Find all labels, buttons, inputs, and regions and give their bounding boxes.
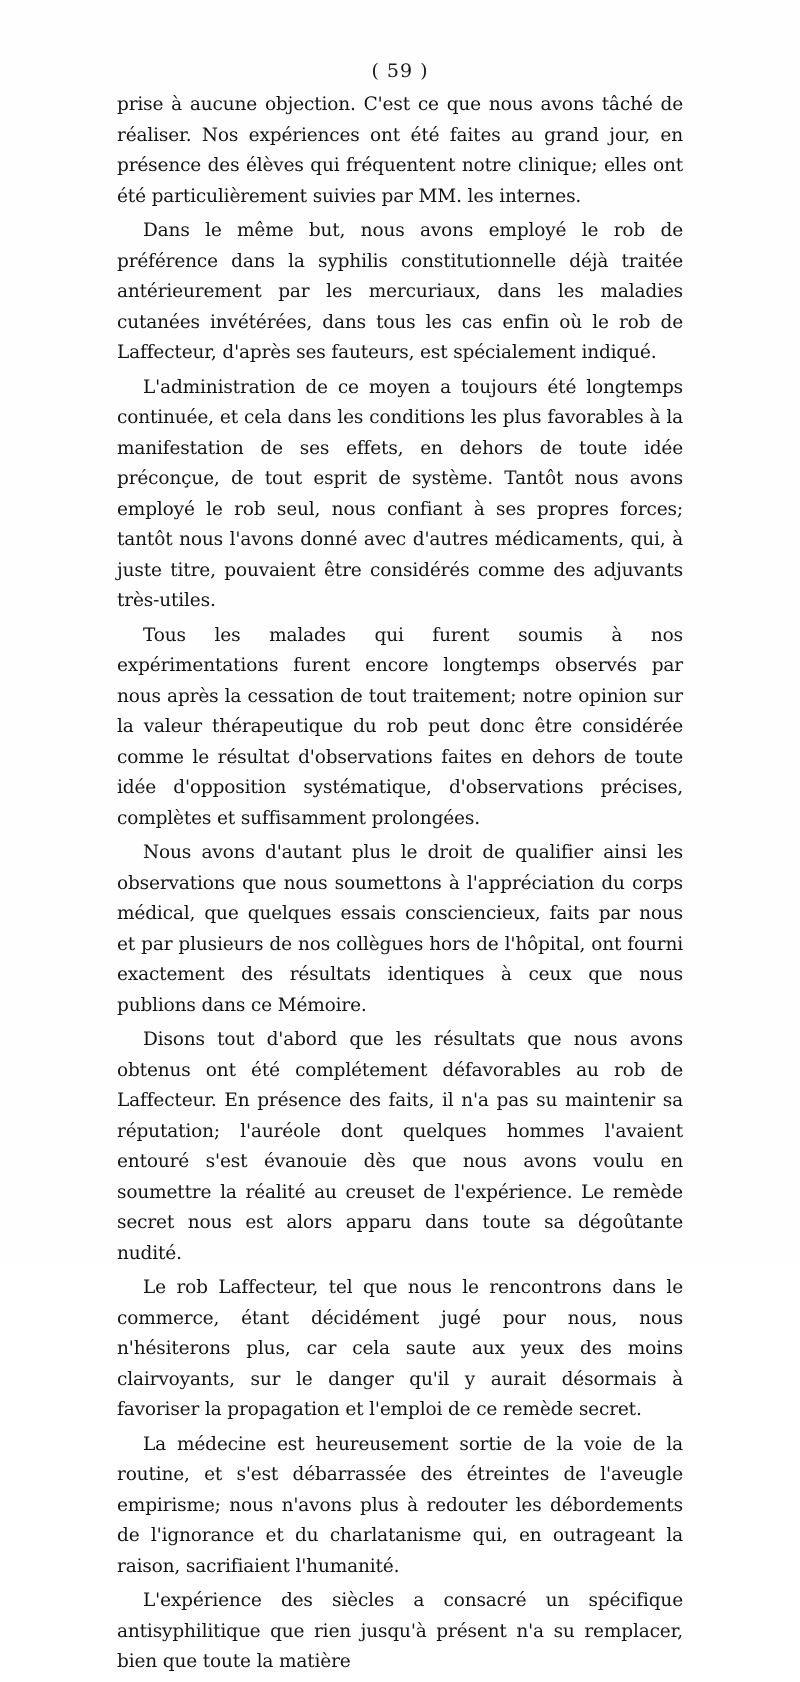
page-number: ( 59 ) [371, 60, 429, 82]
paragraph-1: prise à aucune objection. C'est ce que nous avons tâché de réaliser. Nos expériences ont été faites au grand jour, en présence des élèves qui fréquentent notre clinique; elles ont été particulièrement suivies par MM. les internes. [117, 94, 683, 207]
body-text [117, 90, 683, 1682]
paragraph-2: Dans le même but, nous avons employé le rob de préférence dans la syphilis constitutionnelle déjà traitée antérieurement par les mercuriaux, dans les maladies cutanées invétérées, dans tous les cas enfin où le rob de Laffecteur, d'après ses fauteurs, est spécialement indiqué. [117, 220, 683, 363]
paragraph-8: La médecine est heureusement sortie de la voie de la routine, et s'est débarrassée des étreintes de l'aveugle empirisme; nous n'avons plus à redouter les débordements de l'ignorance et du charlatanisme qui, en outrageant la raison, sacrifiaient l'humanité. [117, 1433, 683, 1577]
paragraph-9: L'expérience des siècles a consacré un spécifique antisyphilitique que rien jusqu'à présent n'a su remplacer, bien que toute la matière [117, 1590, 683, 1672]
paragraph-7: Le rob Laffecteur, tel que nous le rencontrons dans le commerce, étant décidément jugé pour nous, nous n'hésiterons plus, car cela saute aux yeux des moins clairvoyants, sur le danger qu'il y aurait désormais à favoriser la propagation et l'emploi de ce remède secret. [117, 1277, 683, 1420]
paragraph-4: Tous les malades qui furent soumis à nos expérimentations furent encore longtemps observés par nous après la cessation de tout traitement; notre opinion sur la valeur thérapeutique du rob peut donc être considérée comme le résultat d'observations faites en dehors de toute idée d'opposition systématique, d'observations précises, complètes et suffisamment prolongées. [117, 624, 683, 829]
paragraph-5: Nous avons d'autant plus le droit de qualifier ainsi les observations que nous soumettons à l'appréciation du corps médical, que quelques essais consciencieux, faits par nous et par plusieurs de nos collègues hors de l'hôpital, ont fourni exactement des résultats identiques à ceux que nous publions dans ce Mémoire. [117, 842, 683, 1016]
paragraph-6: Disons tout d'abord que les résultats que nous avons obtenus ont été complétement défavorables au rob de Laffecteur. En présence des faits, il n'a pas su maintenir sa réputation; l'auréole dont quelques hommes l'avaient entouré s'est évanouie dès que nous avons voulu en soumettre la réalité au creuset de l'expérience. Le remède secret nous est alors apparu dans toute sa dégoûtante nudité. [117, 1029, 683, 1264]
paragraph-3: L'administration de ce moyen a toujours été longtemps continuée, et cela dans les conditions les plus favorables à la manifestation de ses effets, en dehors de toute idée préconçue, de tout esprit de système. Tantôt nous avons employé le rob seul, nous confiant à ses propres forces; tantôt nous l'avons donné avec d'autres médicaments, qui, à juste titre, pouvaient être considérés comme des adjuvants très-utiles. [117, 376, 683, 611]
